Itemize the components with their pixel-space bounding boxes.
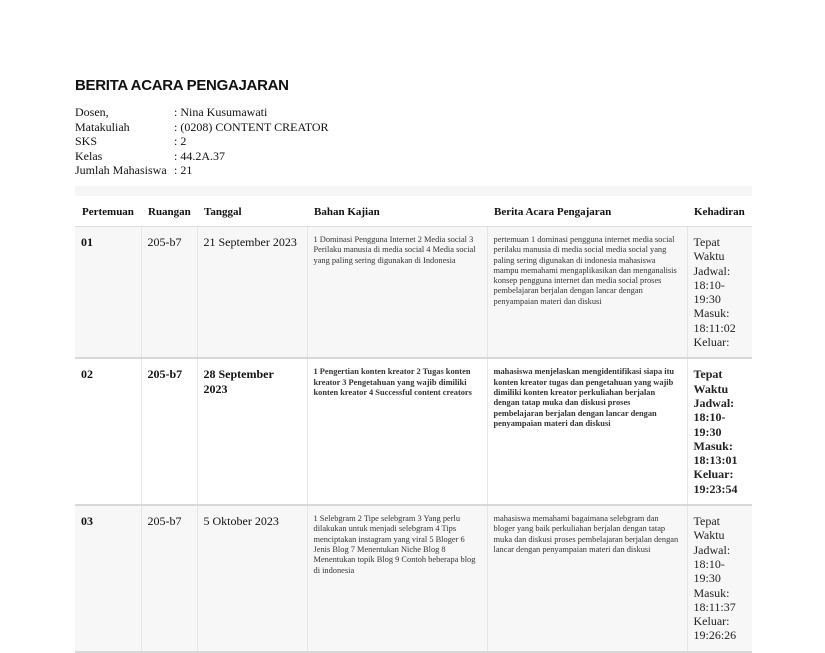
cell-kehadiran: [687, 227, 752, 359]
attendance-out-label: Keluar:: [693, 467, 734, 482]
attendance-in-label: Masuk:: [693, 438, 733, 453]
cell-ruangan: 205-b7: [141, 358, 197, 505]
document-title: BERITA ACARA PENGAJARAN: [75, 77, 289, 94]
info-label: SKS: [75, 134, 98, 148]
attendance-schedule-label: Jadwal:: [693, 395, 735, 410]
info-value: : 2: [174, 134, 187, 148]
cell-bahan-kajian: 1 Pengertian konten kreator 2 Tugas konten kreator 3 Pengetahuan yang wajib dimiliki konten kreator 4 Successful content creators: [307, 358, 487, 505]
attendance-schedule: 18:10-19:30: [693, 556, 725, 586]
cell-tanggal: 28 September 2023: [197, 358, 307, 505]
cell-pertemuan: 01: [75, 227, 141, 359]
attendance-status: Tepat Waktu: [693, 235, 725, 264]
info-value: : Nina Kusumawati: [174, 105, 268, 119]
header-tanggal: Tanggal: [197, 197, 307, 227]
attendance-in-label: Masuk:: [693, 306, 730, 321]
info-label: Jumlah Mahasiswa: [75, 163, 167, 177]
attendance-out-label: Keluar:: [693, 614, 730, 629]
attendance-out-time: 19:26:26: [693, 628, 737, 643]
info-row-dosen: [75, 105, 329, 120]
header-berita-acara: Berita Acara Pengajaran: [487, 197, 687, 227]
table-top-band: [75, 186, 752, 196]
table-row: [75, 358, 752, 505]
info-row-kelas: [75, 149, 329, 164]
info-row-sks: [75, 134, 329, 149]
cell-tanggal: 21 September 2023: [197, 227, 307, 359]
table-header-row: [75, 197, 752, 227]
cell-bahan-kajian: 1 Selebgram 2 Tipe selebgram 3 Yang perlu dilakukan untuk menjadi selebgram 4 Tips menciptakan instagram yang viral 5 Bloger 6 Jenis Blog 7 Menentukan Niche Blog 8 Menentukan topik Blog 9 Contoh beberapa blog di indonesia: [307, 505, 487, 652]
info-label: Kelas: [75, 148, 103, 163]
info-value: : 44.2A.37: [174, 148, 225, 163]
attendance-in-time: 18:11:02: [693, 320, 736, 335]
info-label: Dosen,: [75, 105, 109, 119]
attendance-in-time: 18:11:37: [693, 599, 736, 614]
attendance-out-time: 19:23:54: [693, 481, 738, 496]
table-row: [75, 227, 752, 359]
info-value: : 21: [174, 163, 193, 177]
info-label: Matakuliah: [75, 119, 130, 134]
info-row-jumlah-mahasiswa: [75, 163, 329, 178]
header-pertemuan: Pertemuan: [75, 197, 141, 227]
header-kehadiran: Kehadiran: [687, 197, 752, 227]
cell-berita-acara: mahasiswa menjelaskan mengidentifikasi siapa itu konten kreator tugas dan pengetahuan yang wajib dimiliki konten kreator perkuliahan berjalan dengan tatap muka dan diskusi proses pembelajaran berjalan dengan lancar dengan penyampaian materi dan diskusi: [487, 358, 687, 505]
cell-pertemuan: 02: [75, 358, 141, 505]
teaching-record-table: [75, 197, 752, 653]
attendance-schedule-label: Jadwal:: [693, 542, 731, 557]
attendance-schedule: 18:10-19:30: [693, 410, 726, 439]
attendance-in-label: Masuk:: [693, 585, 730, 600]
header-ruangan: Ruangan: [141, 197, 197, 227]
cell-bahan-kajian: 1 Dominasi Pengguna Internet 2 Media social 3 Perilaku manusia di media social 4 Media social yang paling sering digunakan di Indonesia: [307, 227, 487, 359]
cell-berita-acara: mahasiswa memahami bagaimana selebgram dan bloger yang baik perkuliahan berjalan dengan tatap muka dan diskusi proses pembelajaran berjalan dengan lancar dengan penyampaian materi dan diskusi: [487, 505, 687, 652]
attendance-in-time: 18:13:01: [693, 453, 738, 468]
course-info: [75, 105, 329, 178]
cell-pertemuan: 03: [75, 505, 141, 652]
cell-tanggal: 5 Oktober 2023: [197, 505, 307, 652]
attendance-schedule-label: Jadwal:: [693, 263, 731, 278]
info-value: : (0208) CONTENT CREATOR: [174, 119, 329, 134]
attendance-status: Tepat Waktu: [693, 514, 725, 543]
cell-kehadiran: [687, 358, 752, 505]
cell-kehadiran: [687, 505, 752, 652]
cell-ruangan: 205-b7: [141, 227, 197, 359]
cell-ruangan: 205-b7: [141, 505, 197, 652]
header-bahan-kajian: Bahan Kajian: [307, 197, 487, 227]
attendance-status: Tepat Waktu: [693, 367, 729, 396]
table-row: [75, 505, 752, 652]
cell-berita-acara: pertemuan 1 dominasi pengguna internet media social perilaku manusia di media social media social yang paling sering digunakan di indonesia mahasiswa mampu memahami mengaplikasikan dan menganalisis konsep pengguna internet dan media social proses pembelajaran berjalan dengan lancar dengan penyampaian materi dan diskusi: [487, 227, 687, 359]
info-row-matakuliah: [75, 120, 329, 135]
attendance-schedule: 18:10-19:30: [693, 277, 725, 307]
attendance-out-label: Keluar:: [693, 335, 730, 350]
